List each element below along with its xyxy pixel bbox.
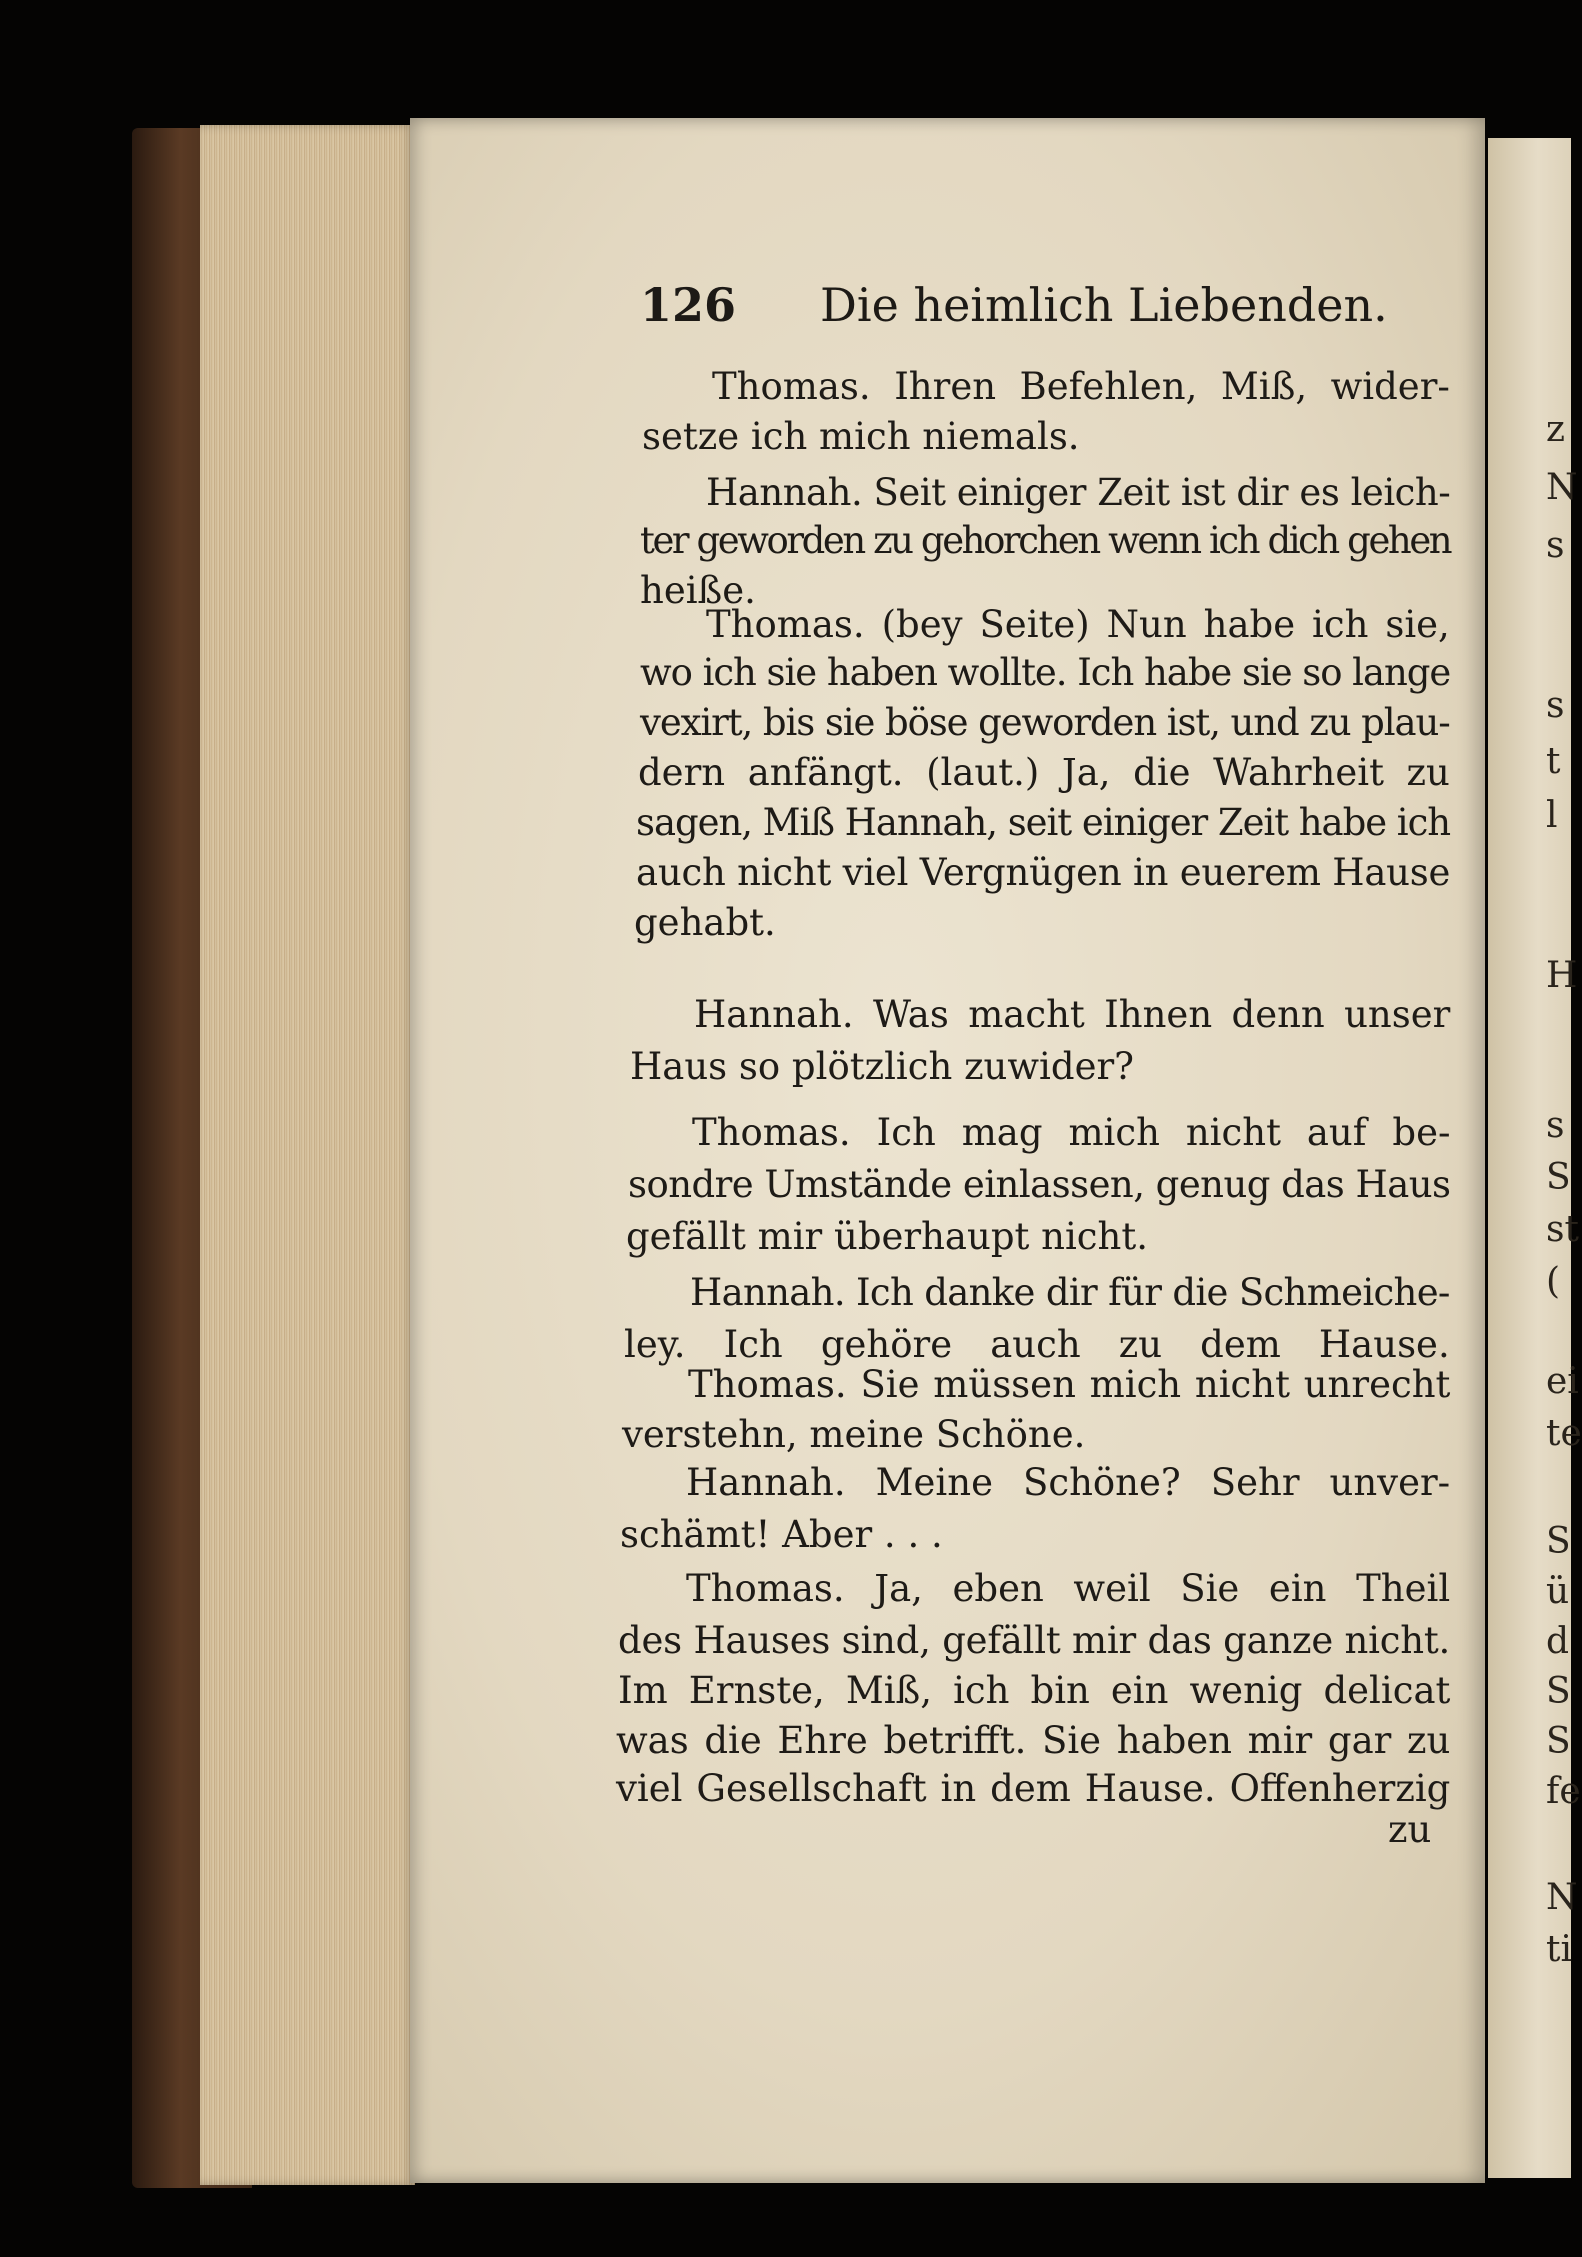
text-line: Hannah. Meine Schöne? Sehr unver- bbox=[686, 1461, 1451, 1504]
text-line: Haus so plötzlich zuwider? bbox=[630, 1045, 1134, 1088]
facing-fragment: H bbox=[1546, 955, 1578, 996]
facing-fragment: l bbox=[1546, 795, 1558, 836]
text-line: heiße. bbox=[640, 569, 756, 612]
facing-fragment: ei bbox=[1546, 1361, 1579, 1402]
text-line: verstehn, meine Schöne. bbox=[622, 1413, 1086, 1456]
facing-fragment: S bbox=[1546, 1671, 1571, 1712]
text-line: dern anfängt. (laut.) Ja, die Wahrheit zu bbox=[638, 751, 1450, 794]
text-line: setze ich mich niemals. bbox=[642, 415, 1080, 458]
text-line: was die Ehre betrifft. Sie haben mir gar zu bbox=[616, 1719, 1451, 1762]
facing-fragment: S bbox=[1546, 1157, 1571, 1198]
text-line: auch nicht viel Vergnügen in euerem Hause bbox=[636, 851, 1451, 894]
facing-fragment: ü bbox=[1546, 1571, 1570, 1612]
text-line: schämt! Aber . . . bbox=[620, 1513, 943, 1556]
text-line: Thomas. Ich mag mich nicht auf be- bbox=[692, 1111, 1451, 1154]
text-line: Thomas. Sie müssen mich nicht unrecht bbox=[688, 1363, 1451, 1406]
text-line: Thomas. Ihren Befehlen, Miß, wider- bbox=[712, 365, 1450, 408]
facing-fragment: fe bbox=[1546, 1771, 1581, 1812]
facing-fragment: ti bbox=[1546, 1929, 1572, 1970]
text-line: Im Ernste, Miß, ich bin ein wenig delicat bbox=[618, 1669, 1451, 1712]
text-line: sagen, Miß Hannah, seit einiger Zeit habe ich bbox=[636, 801, 1451, 844]
text-line: Hannah. Ich danke dir für die Schmeiche- bbox=[690, 1271, 1450, 1314]
text-line: Thomas. (bey Seite) Nun habe ich sie, bbox=[706, 603, 1450, 646]
facing-fragment: S bbox=[1546, 1721, 1571, 1762]
text-line: sondre Umstände einlassen, genug das Haus bbox=[628, 1163, 1451, 1206]
facing-fragment: S bbox=[1546, 1521, 1571, 1562]
text-line: gehabt. bbox=[634, 901, 776, 944]
catchword: zu bbox=[1388, 1808, 1432, 1851]
facing-fragment: s bbox=[1546, 525, 1565, 566]
facing-page bbox=[1488, 138, 1582, 2178]
facing-fragment: N bbox=[1546, 1877, 1578, 1918]
text-line: Hannah. Was macht Ihnen denn unser bbox=[694, 993, 1451, 1036]
facing-fragment: z bbox=[1546, 409, 1565, 450]
facing-fragment: t bbox=[1546, 741, 1561, 782]
text-line: wo ich sie haben wollte. Ich habe sie so lange bbox=[640, 651, 1451, 694]
page-number: 126 bbox=[640, 278, 737, 332]
text-line: viel Gesellschaft in dem Hause. Offenherzig bbox=[616, 1767, 1451, 1810]
facing-fragment: d bbox=[1546, 1621, 1570, 1662]
text-line: ley. Ich gehöre auch zu dem Hause. bbox=[624, 1323, 1450, 1366]
text-line: vexirt, bis sie böse geworden ist, und zu plau- bbox=[640, 701, 1450, 744]
text-line: des Hauses sind, gefällt mir das ganze nicht. bbox=[618, 1619, 1451, 1662]
facing-fragment: st bbox=[1546, 1209, 1579, 1250]
page-edges bbox=[200, 125, 415, 2185]
text-line: ter geworden zu gehorchen wenn ich dich gehen bbox=[640, 519, 1451, 562]
facing-fragment: s bbox=[1546, 685, 1565, 726]
text-line: Thomas. Ja, eben weil Sie ein Theil bbox=[686, 1567, 1451, 1610]
text-line: Hannah. Seit einiger Zeit ist dir es leich- bbox=[706, 471, 1451, 514]
facing-fragment: te bbox=[1546, 1413, 1582, 1454]
facing-fragment: N bbox=[1546, 467, 1578, 508]
running-title: Die heimlich Liebenden. bbox=[820, 278, 1388, 332]
facing-fragment: s bbox=[1546, 1105, 1565, 1146]
running-head bbox=[640, 278, 1490, 348]
facing-fragment: ( bbox=[1546, 1261, 1561, 1302]
text-line: gefällt mir überhaupt nicht. bbox=[626, 1215, 1148, 1258]
